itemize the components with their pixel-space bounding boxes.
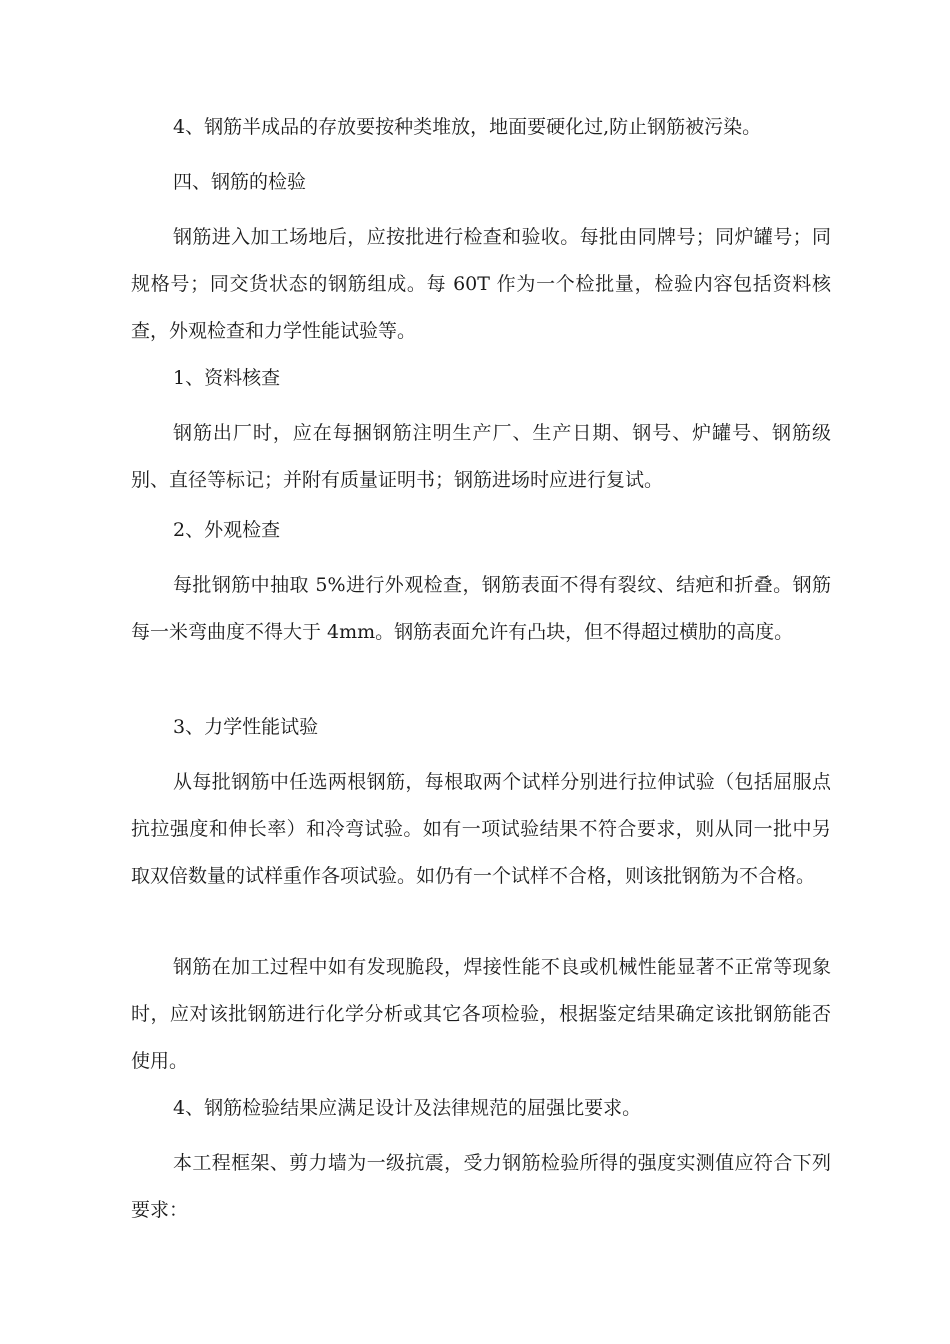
paragraph-visual-check: 每批钢筋中抽取 5%进行外观检查，钢筋表面不得有裂纹、结疤和折叠。钢筋每一米弯曲度不得大于 4mm。钢筋表面允许有凸块，但不得超过横肋的高度。 — [131, 574, 831, 643]
paragraph-yield-ratio: 4、钢筋检验结果应满足设计及法律规范的屈强比要求。 — [173, 1097, 642, 1119]
heading-rebar-inspection: 四、钢筋的检验 — [173, 171, 307, 193]
paragraph-seismic-requirements: 本工程框架、剪力墙为一级抗震，受力钢筋检验所得的强度实测值应符合下列要求： — [131, 1152, 831, 1221]
heading-mechanical-test: 3、力学性能试验 — [173, 716, 319, 738]
paragraph-inspection-batches: 钢筋进入加工场地后，应按批进行检查和验收。每批由同牌号；同炉罐号；同规格号；同交货状态的钢筋组成。每 60T 作为一个检批量，检验内容包括资料核查，外观检查和力学性能试验等。 — [131, 226, 831, 342]
paragraph-document-check: 钢筋出厂时，应在每捆钢筋注明生产厂、生产日期、钢号、炉罐号、钢筋级别、直径等标记；并附有质量证明书；钢筋进场时应进行复试。 — [131, 422, 831, 491]
heading-visual-check: 2、外观检查 — [173, 519, 281, 541]
paragraph-rebar-storage: 4、钢筋半成品的存放要按种类堆放，地面要硬化过,防止钢筋被污染。 — [173, 116, 762, 138]
paragraph-mechanical-test: 从每批钢筋中任选两根钢筋，每根取两个试样分别进行拉伸试验（包括屈服点抗拉强度和伸长率）和冷弯试验。如有一项试验结果不符合要求，则从同一批中另取双倍数量的试样重作各项试验。如仍有一个试样不合格，则该批钢筋为不合格。 — [131, 771, 831, 887]
heading-document-check: 1、资料核查 — [173, 367, 281, 389]
paragraph-abnormal-rebar: 钢筋在加工过程中如有发现脆段，焊接性能不良或机械性能显著不正常等现象时，应对该批钢筋进行化学分析或其它各项检验，根据鉴定结果确定该批钢筋能否使用。 — [131, 956, 831, 1072]
